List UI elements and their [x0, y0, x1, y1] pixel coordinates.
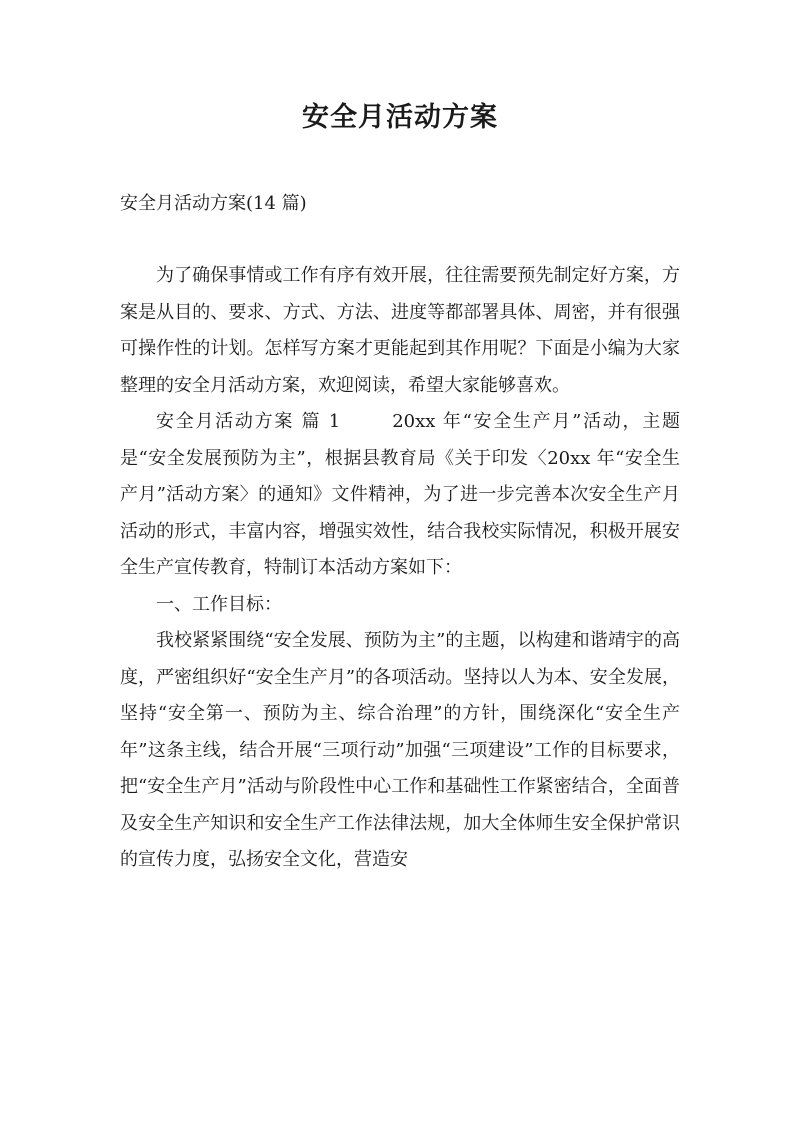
section-1-text: 20xx 年“安全生产月”活动，主题是“安全发展预防为主”，根据县教育局《关于印发〈20xx 年“安全生产月”活动方案〉的通知》文件精神，为了进一步完善本次安全生产月活动的形式，丰富内容，增强实效性，结合我校实际情况，积极开展安全生产宣传教育，特制订本活动方案如下：	[120, 411, 680, 578]
page-title: 安全月活动方案	[302, 102, 498, 133]
goal-heading: 一、工作目标：	[156, 593, 282, 615]
section-1-paragraph	[120, 404, 680, 587]
intro-paragraph: 为了确保事情或工作有序有效开展，往往需要预先制定好方案，方案是从目的、要求、方式、方法、进度等都部署具体、周密，并有很强可操作性的计划。怎样写方案才更能起到其作用呢？下面是小编为大家整理的安全月活动方案，欢迎阅读，希望大家能够喜欢。	[120, 265, 680, 396]
document-subtitle: 安全月活动方案(14 篇)	[120, 193, 307, 214]
section-1-heading: 安全月活动方案 篇 1	[156, 411, 341, 432]
document-body	[120, 258, 680, 879]
goal-paragraph: 我校紧紧围绕“安全发展、预防为主”的主题，以构建和谐靖宇的高度，严密组织好“安全生产月”的各项活动。坚持以人为本、安全发展，坚持“安全第一、预防为主、综合治理”的方针，围绕深化“安全生产年”这条主线，结合开展“三项行动”加强“三项建设”工作的目标要求，把“安全生产月”活动与阶段性中心工作和基础性工作紧密结合，全面普及安全生产知识和安全生产工作法律法规，加大全体师生安全保护常识的宣传力度，弘扬安全文化，营造安	[120, 630, 680, 870]
